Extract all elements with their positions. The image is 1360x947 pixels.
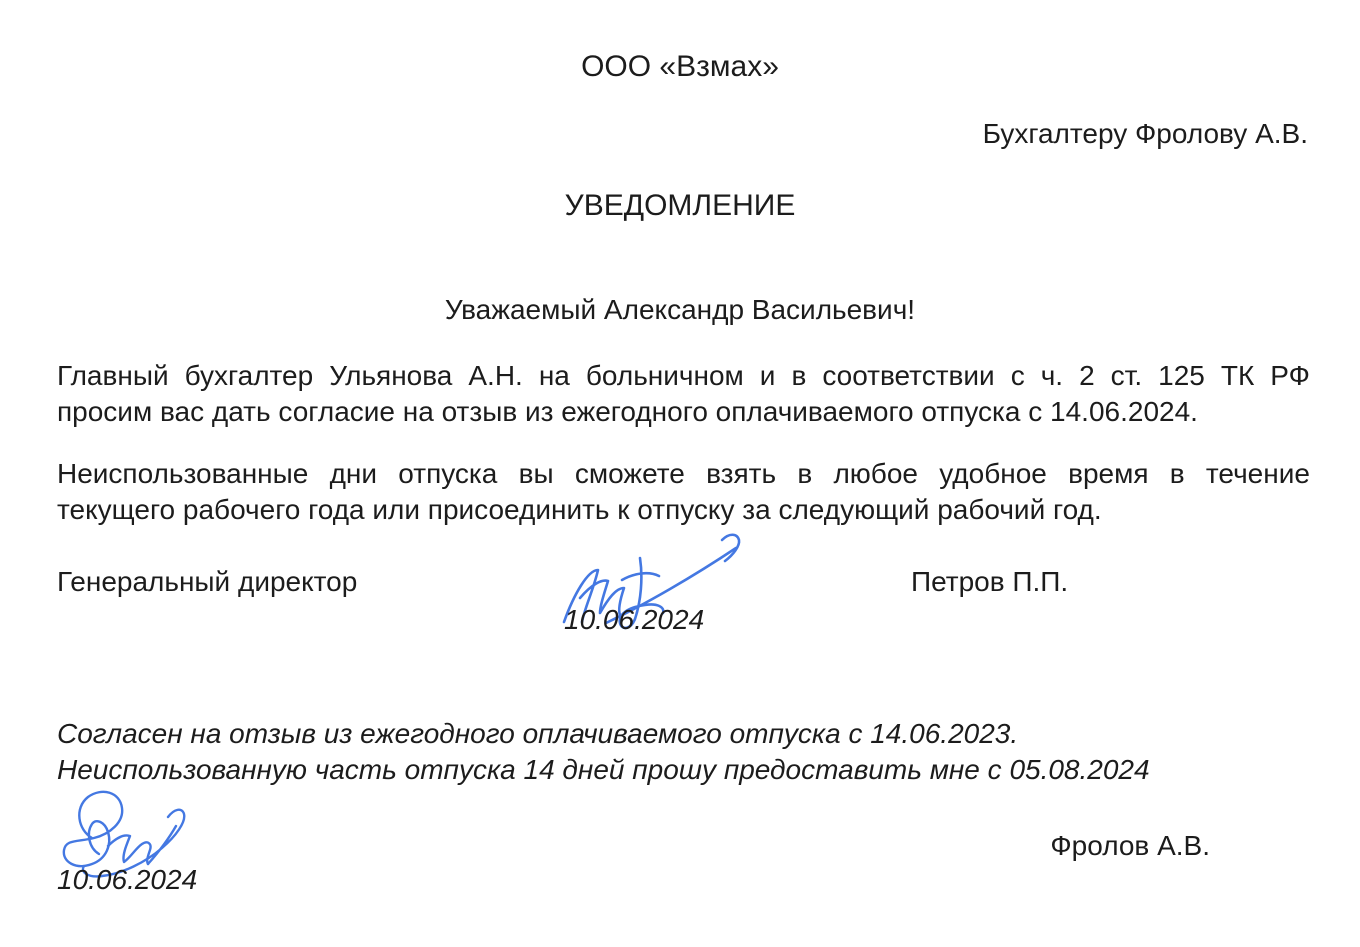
paragraph-recall-request (57, 358, 1310, 430)
director-position: Генеральный директор (57, 566, 358, 597)
paragraph-line: Главный бухгалтер Ульянова А.Н. на больничном и в соответствии с ч. 2 ст. 125 ТК РФ (57, 360, 1310, 391)
paragraph-line: просим вас дать согласие на отзыв из ежегодного оплачиваемого отпуска с 14.06.2024. (57, 396, 1198, 427)
addressee: Бухгалтеру Фролову А.В. (982, 118, 1308, 149)
document-title: УВЕДОМЛЕНИЕ (564, 189, 796, 222)
employee-name: Фролов А.В. (1050, 830, 1210, 861)
paragraph-line: Неиспользованные дни отпуска вы сможете взять в любое удобное время в течение (57, 458, 1310, 489)
director-sign-date: 10.06.2024 (564, 604, 705, 635)
director-name: Петров П.П. (911, 566, 1069, 597)
consent-line: Неиспользованную часть отпуска 14 дней прошу предоставить мне с 05.08.2024 (57, 754, 1150, 785)
paragraph-line: текущего рабочего года или присоединить к отпуску за следующий рабочий год. (57, 494, 1102, 525)
consent-line: Согласен на отзыв из ежегодного оплачиваемого отпуска с 14.06.2023. (57, 718, 1019, 749)
greeting: Уважаемый Александр Васильевич! (444, 294, 916, 325)
employee-sign-date: 10.06.2024 (57, 864, 198, 895)
consent-statement (57, 716, 1310, 788)
company-name: ООО «Взмах» (581, 50, 779, 83)
